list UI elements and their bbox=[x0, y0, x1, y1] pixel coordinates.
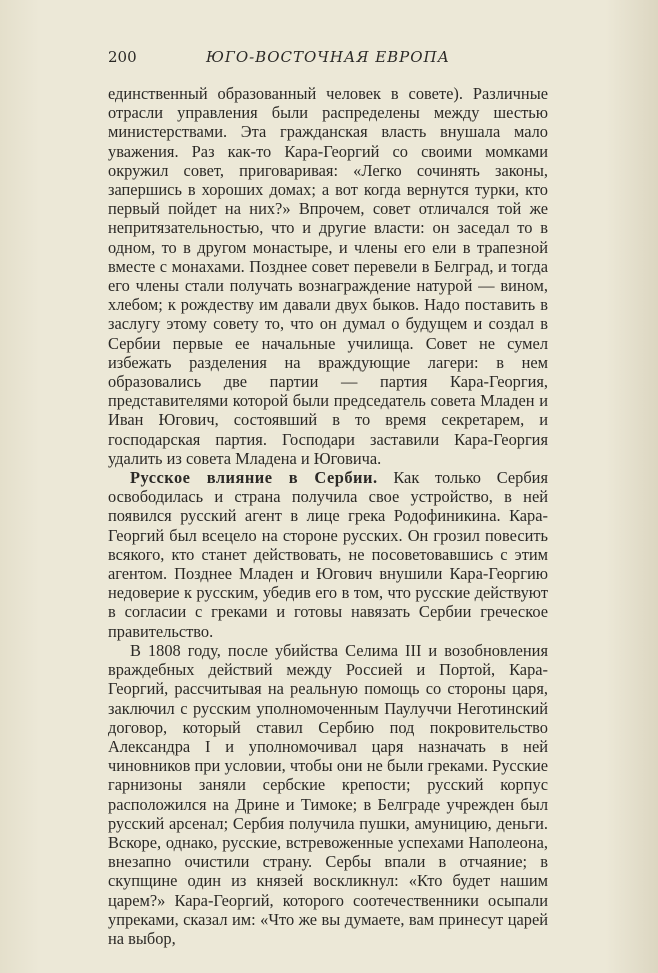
paragraph-russian-influence bbox=[108, 468, 548, 641]
paragraph-text: Как только Сербия освободилась и страна получила свое устройство, в ней появился русский агент в лице грека Родофиникина. Кара-Георгий был всецело на стороне русских. Он грозил повесить всякого, кто станет действовать, не посоветовавшись с этим агентом. Позднее Младен и Югович внушили Кара-Георгию недоверие к русским, убедив его в том, что русские действуют в согласии с греками и готовы навязать Сербии греческое правительство. bbox=[108, 468, 548, 641]
paragraph-text: единственный образованный человек в совете). Различные отрасли управления были распределены между шестью министерствами. Эта гражданская власть внушала мало уважения. Раз как-то Кара-Георгий со своими момками окружил совет, приговаривая: «Легко сочинять законы, запершись в хороших домах; а вот когда вернутся турки, кто первый пойдет на них?» Впрочем, совет отличался той же непритязательностью, что и другие власти: он заседал то в одном, то в другом монастыре, и члены его ели в трапезной вместе с монахами. Позднее совет перевели в Белград, и тогда его члены стали получать вознаграждение натурой — вином, хлебом; к рождеству им давали двух быков. Надо поставить в заслугу этому совету то, что он думал о будущем и создал в Сербии первые ее начальные училища. Совет не сумел избежать разделения на враждующие лагери: в нем образовались две партии — партия Кара-Георгия, представителями которой были председатель совета Младен и Иван Югович, состоявший в то время секретарем, и господарская партия. Господари заставили Кара-Георгия удалить из совета Младена и Юговича. bbox=[108, 84, 548, 468]
paragraph-council bbox=[108, 84, 548, 468]
paragraph-1808 bbox=[108, 641, 548, 948]
body-text bbox=[108, 84, 548, 948]
page-header bbox=[108, 48, 548, 70]
paragraph-text: В 1808 году, после убийства Селима III и возобновления враждебных действий между Россией и Портой, Кара-Георгий, рассчитывая на реальную помощь со стороны царя, заключил с русским уполномоченным Паулуччи Неготинский договор, который ставил Сербию под покровительство Александра I и уполномочивал царя назначать в ней чиновников при условии, чтобы они не были греками. Русские гарнизоны заняли сербские крепости; русский корпус расположился на Дрине и Тимоке; в Белграде учрежден был русский арсенал; Сербия получила пушки, амуницию, деньги. Вскоре, однако, русские, встревоженные успехами Наполеона, внезапно очистили страну. Сербы впали в отчаяние; в скупщине один из князей воскликнул: «Кто будет нашим царем?» Кара-Георгий, которого соотечественники осыпали упреками, сказал им: «Что же вы думаете, вам принесут царей на выбор, bbox=[108, 640, 548, 948]
section-heading: Русское влияние в Сербии. bbox=[130, 468, 378, 488]
running-title: ЮГО-ВОСТОЧНАЯ ЕВРОПА bbox=[205, 48, 451, 66]
page-number: 200 bbox=[108, 48, 137, 66]
